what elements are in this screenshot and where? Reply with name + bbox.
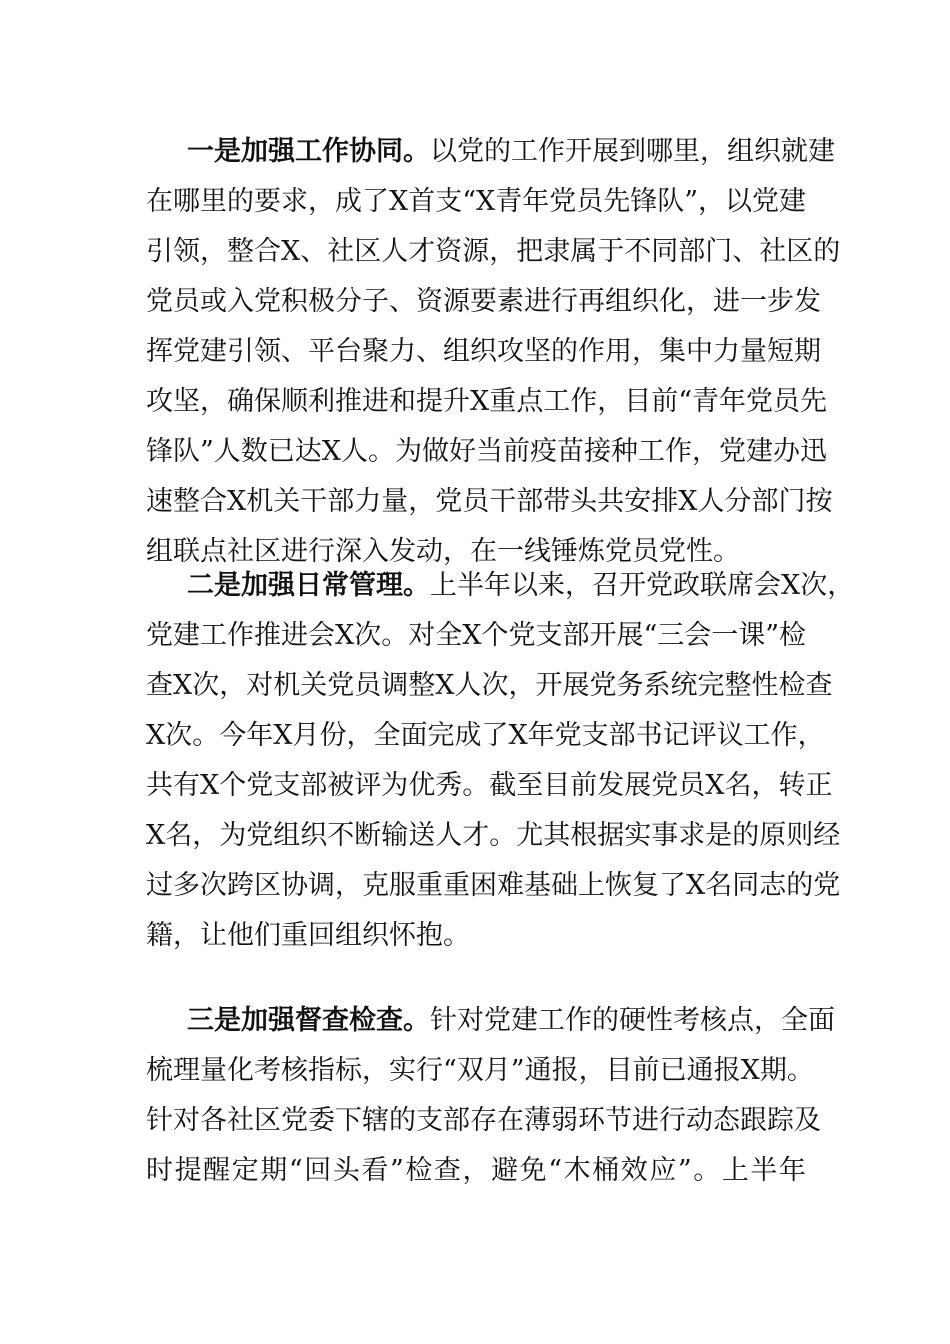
paragraph-line: 在哪里的要求，成了X首支“X青年党员先锋队”，以党建 bbox=[146, 186, 807, 217]
paragraph-line: 锋队”人数已达X人。为做好当前疫苗接种工作，党建办迅 bbox=[146, 436, 828, 467]
paragraph-lead: 一是加强工作协同。 bbox=[187, 136, 430, 167]
paragraph-text: 针对党建工作的硬性考核点，全面 bbox=[430, 1005, 835, 1036]
paragraph-lead: 二是加强日常管理。 bbox=[187, 570, 430, 601]
paragraph-line: 共有X个党支部被评为优秀。截至目前发展党员X名，转正 bbox=[146, 770, 833, 801]
paragraph-line: 挥党建引领、平台聚力、组织攻坚的作用，集中力量短期 bbox=[146, 336, 821, 367]
paragraph-daily-management bbox=[146, 561, 855, 961]
paragraph-text: 以党的工作开展到哪里，组织就建 bbox=[430, 136, 835, 167]
paragraph-line bbox=[146, 561, 855, 611]
paragraph-line: 速整合X机关干部力量，党员干部带头共安排X人分部门按 bbox=[146, 486, 833, 517]
paragraph-line: 引领，整合X、社区人才资源，把隶属于不同部门、社区的 bbox=[146, 236, 841, 267]
paragraph-supervision-inspection bbox=[146, 996, 835, 1196]
paragraph-line: 查X次，对机关党员调整X人次，开展党务系统完整性检查 bbox=[146, 670, 833, 701]
paragraph-line: 组联点社区进行深入发动，在一线锤炼党员党性。 bbox=[146, 536, 740, 567]
paragraph-line: 攻坚，确保顺利推进和提升X重点工作，目前“青年党员先 bbox=[146, 386, 828, 417]
paragraph-line: 梳理量化考核指标，实行“双月”通报，目前已通报X期。 bbox=[146, 1055, 814, 1086]
paragraph-line bbox=[146, 996, 835, 1046]
paragraph-line: X次。今年X月份，全面完成了X年党支部书记评议工作， bbox=[146, 720, 825, 751]
paragraph-line: 党员或入党积极分子、资源要素进行再组织化，进一步发 bbox=[146, 286, 821, 317]
paragraph-lead: 三是加强督查检查。 bbox=[187, 1005, 430, 1036]
paragraph-line: 针对各社区党委下辖的支部存在薄弱环节进行动态跟踪及 bbox=[146, 1105, 821, 1136]
paragraph-line: 党建工作推进会X次。对全X个党支部开展“三会一课”检 bbox=[146, 620, 807, 651]
paragraph-line: 时提醒定期“回头看”检查，避免“木桶效应”。上半年 bbox=[146, 1155, 806, 1186]
paragraph-line: X名，为党组织不断输送人才。尤其根据实事求是的原则经 bbox=[146, 820, 841, 851]
paragraph-line: 过多次跨区协调，克服重重困难基础上恢复了X名同志的党 bbox=[146, 870, 841, 901]
paragraph-text: 上半年以来，召开党政联席会X次， bbox=[430, 570, 855, 601]
paragraph-line: 籍，让他们重回组织怀抱。 bbox=[146, 920, 470, 951]
paragraph-work-coordination bbox=[146, 127, 841, 577]
paragraph-line bbox=[146, 127, 835, 177]
